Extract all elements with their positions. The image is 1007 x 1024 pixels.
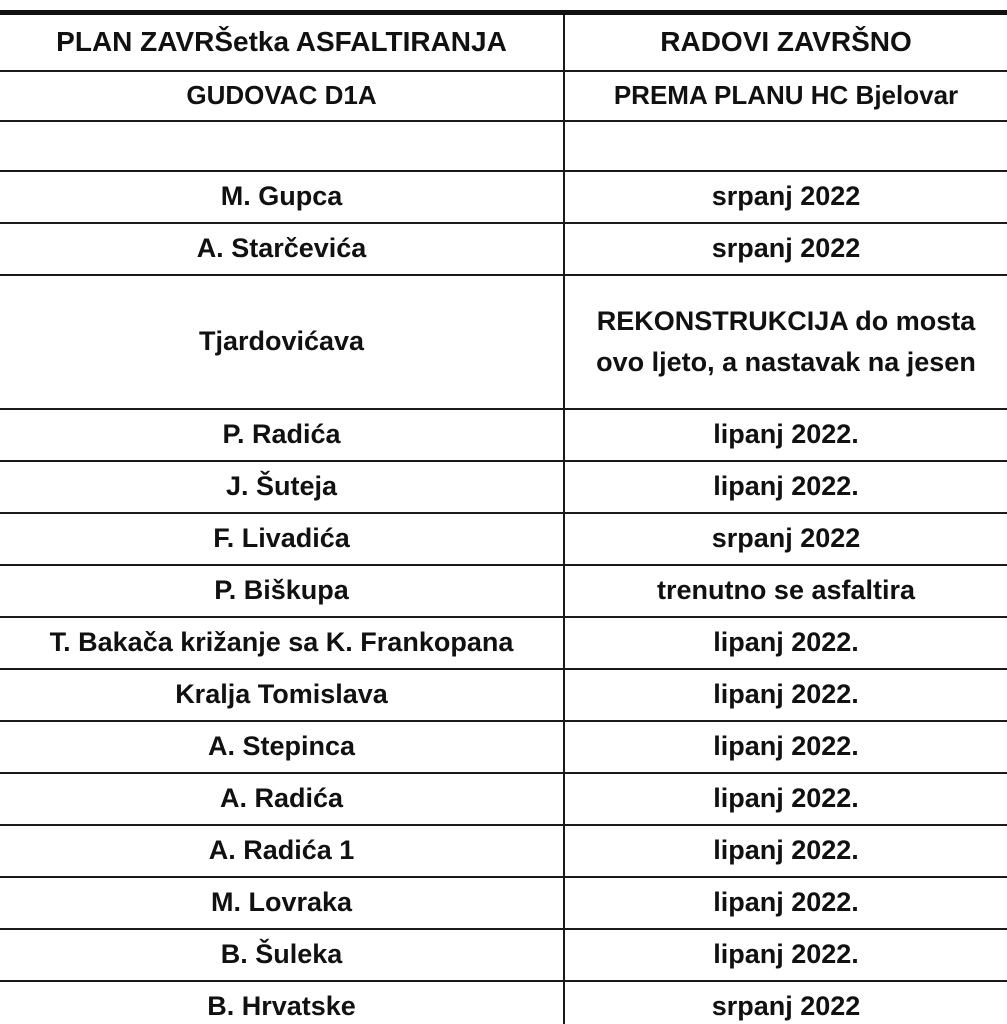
status-cell: lipanj 2022. <box>564 929 1007 981</box>
street-cell: F. Livadića <box>0 513 564 565</box>
table-row <box>0 275 1007 409</box>
status-cell: lipanj 2022. <box>564 825 1007 877</box>
table-row <box>0 721 1007 773</box>
table-row <box>0 825 1007 877</box>
empty-cell <box>0 121 564 171</box>
column-subheader-location: GUDOVAC D1A <box>0 71 564 121</box>
table-row <box>0 565 1007 617</box>
status-cell: lipanj 2022. <box>564 461 1007 513</box>
column-header-radovi: RADOVI ZAVRŠNO <box>564 13 1007 71</box>
table-row <box>0 929 1007 981</box>
table-row <box>0 877 1007 929</box>
table-subheader-row <box>0 71 1007 121</box>
table-row <box>0 669 1007 721</box>
status-cell: srpanj 2022 <box>564 223 1007 275</box>
status-cell: lipanj 2022. <box>564 773 1007 825</box>
table-row <box>0 513 1007 565</box>
empty-cell <box>564 121 1007 171</box>
street-cell: M. Lovraka <box>0 877 564 929</box>
status-cell: lipanj 2022. <box>564 409 1007 461</box>
table-header-row <box>0 13 1007 71</box>
column-header-plan: PLAN ZAVRŠetka ASFALTIRANJA <box>0 13 564 71</box>
status-cell: lipanj 2022. <box>564 721 1007 773</box>
table-row <box>0 409 1007 461</box>
status-cell: lipanj 2022. <box>564 877 1007 929</box>
street-cell: B. Hrvatske <box>0 981 564 1024</box>
status-cell: lipanj 2022. <box>564 669 1007 721</box>
street-cell: A. Radića 1 <box>0 825 564 877</box>
street-cell: P. Biškupa <box>0 565 564 617</box>
street-cell: M. Gupca <box>0 171 564 223</box>
street-cell: T. Bakača križanje sa K. Frankopana <box>0 617 564 669</box>
status-cell: srpanj 2022 <box>564 171 1007 223</box>
street-cell: A. Radića <box>0 773 564 825</box>
street-cell: J. Šuteja <box>0 461 564 513</box>
street-cell: A. Stepinca <box>0 721 564 773</box>
asphalting-plan-table <box>0 10 1007 1024</box>
street-cell: P. Radića <box>0 409 564 461</box>
status-cell: lipanj 2022. <box>564 617 1007 669</box>
street-cell: A. Starčevića <box>0 223 564 275</box>
table-row <box>0 773 1007 825</box>
table-row <box>0 981 1007 1024</box>
status-cell: srpanj 2022 <box>564 513 1007 565</box>
status-cell: srpanj 2022 <box>564 981 1007 1024</box>
table-row <box>0 617 1007 669</box>
table-row <box>0 461 1007 513</box>
status-cell: REKONSTRUKCIJA do mosta ovo ljeto, a nastavak na jesen <box>564 275 1007 409</box>
street-cell: Tjardovićava <box>0 275 564 409</box>
empty-row <box>0 121 1007 171</box>
street-cell: B. Šuleka <box>0 929 564 981</box>
street-cell: Kralja Tomislava <box>0 669 564 721</box>
status-cell: trenutno se asfaltira <box>564 565 1007 617</box>
table-row <box>0 171 1007 223</box>
table-row <box>0 223 1007 275</box>
column-subheader-source: PREMA PLANU HC Bjelovar <box>564 71 1007 121</box>
